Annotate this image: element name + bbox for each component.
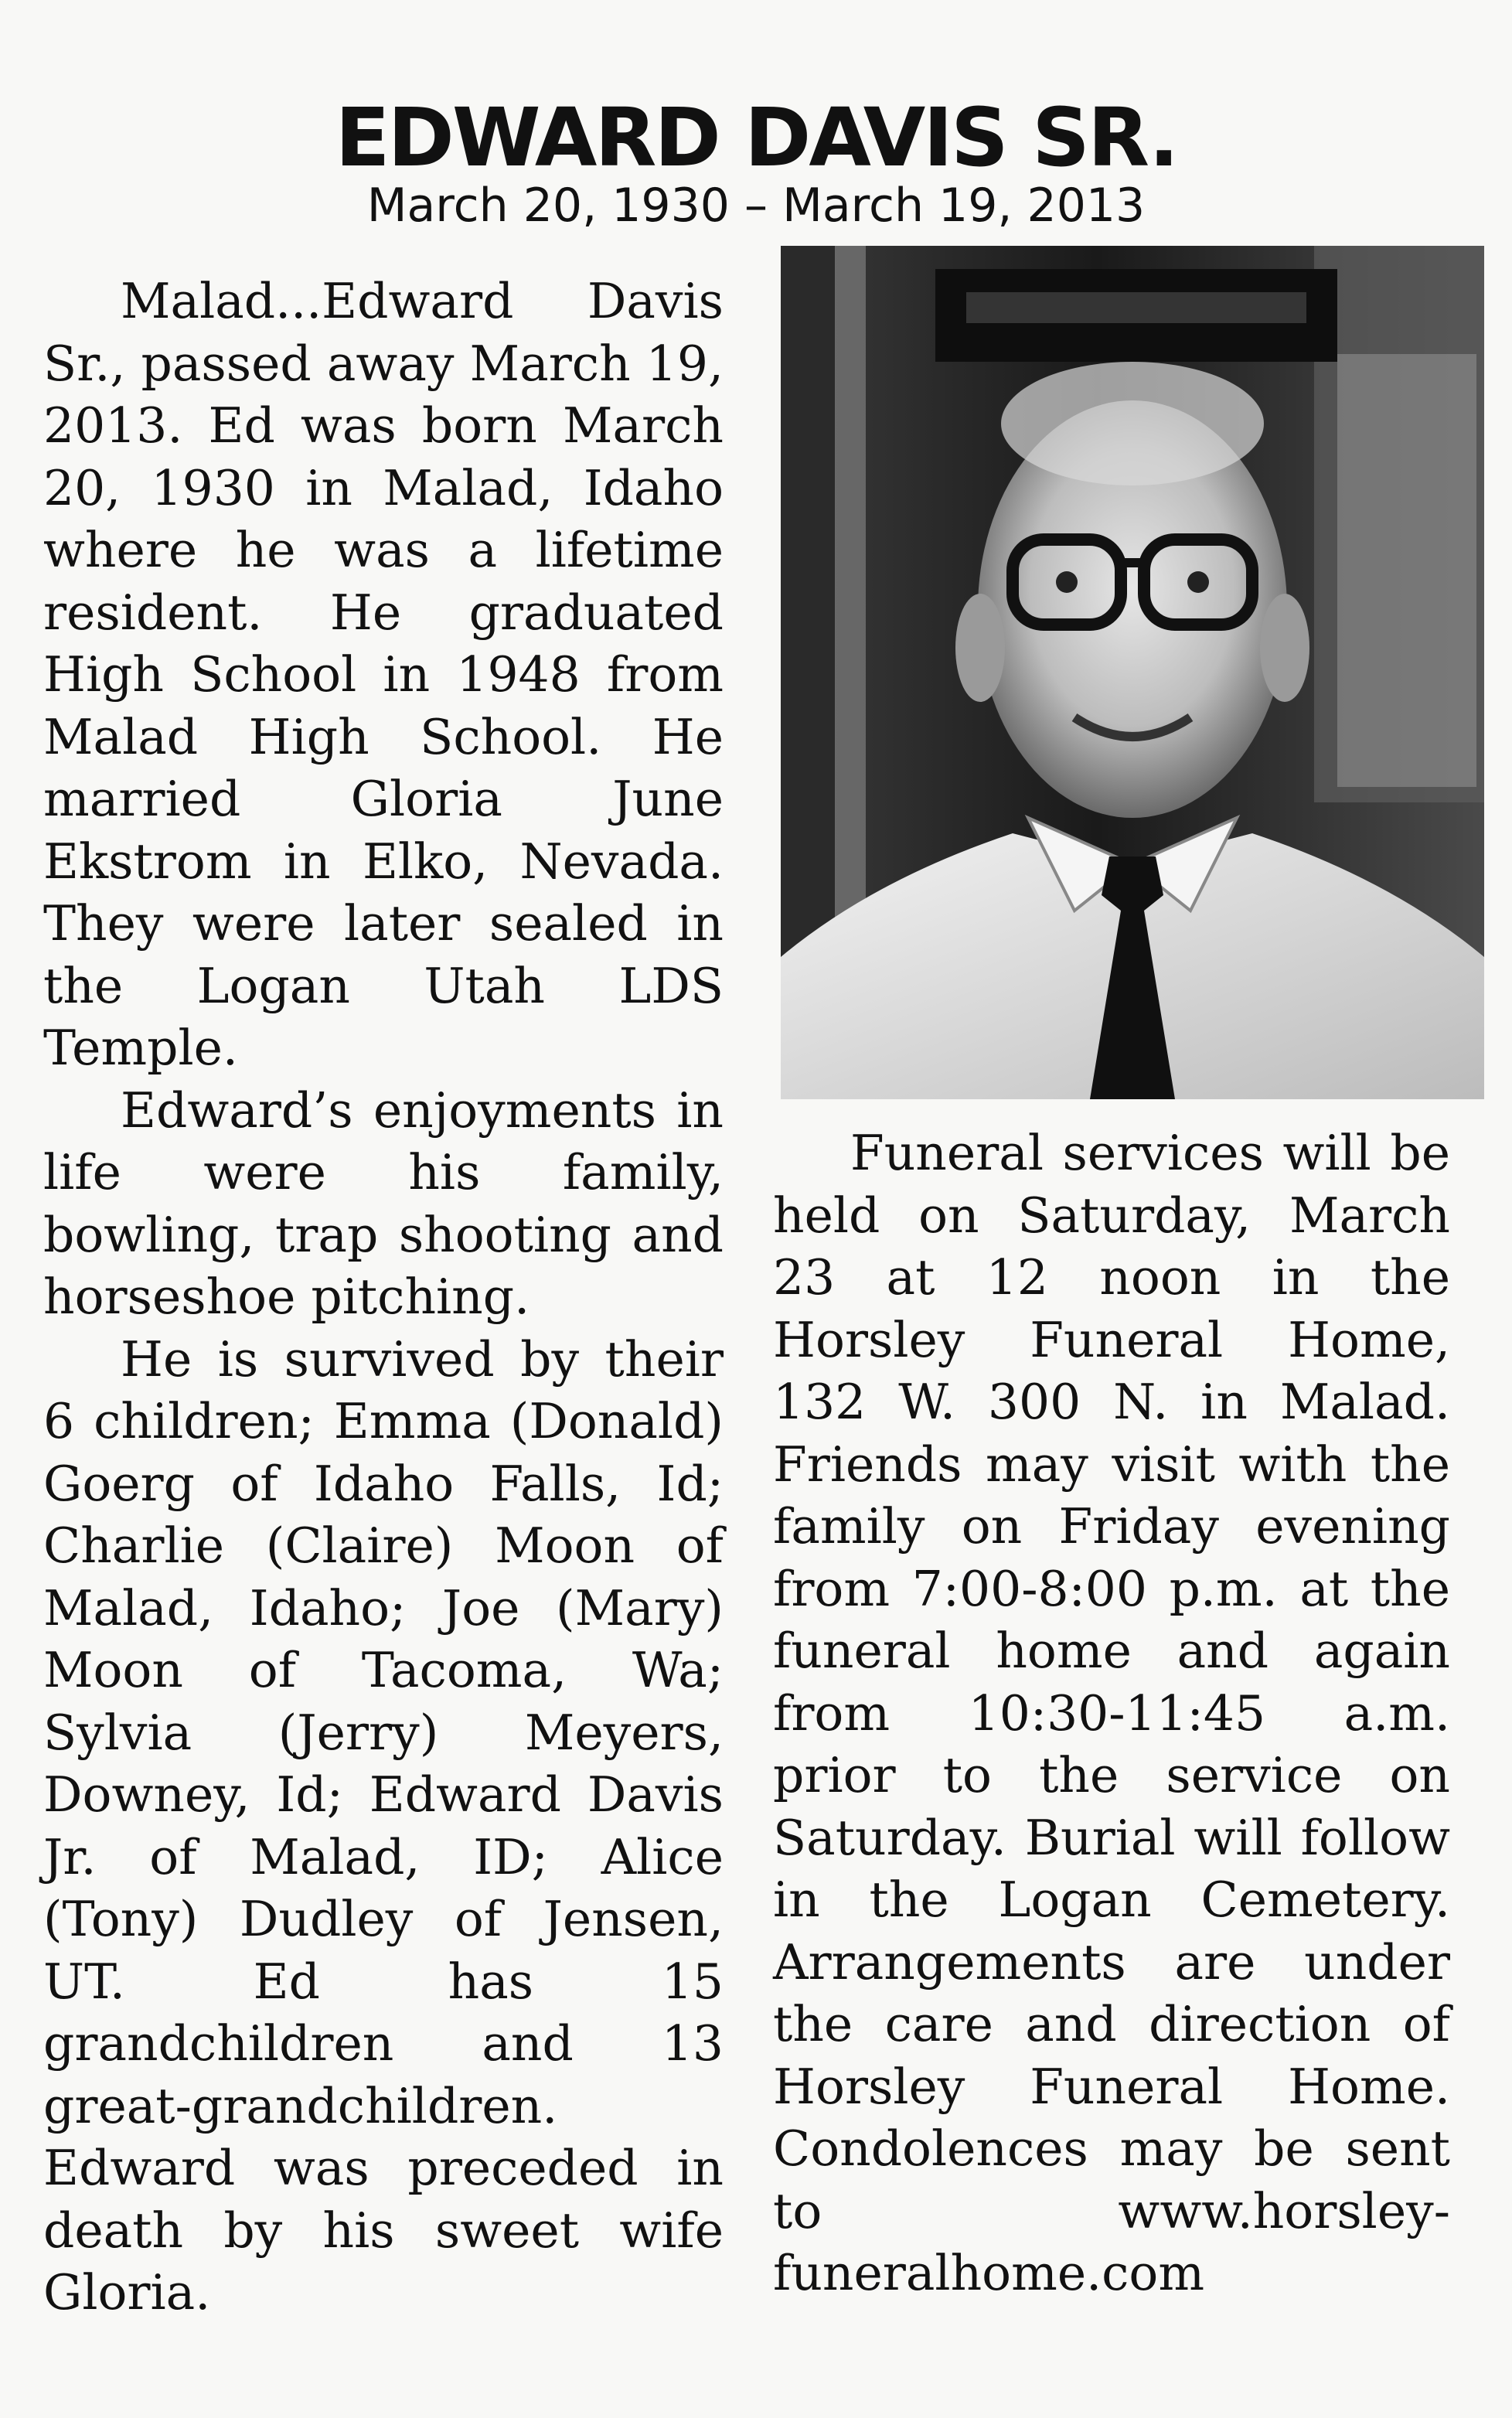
obituary-left-column xyxy=(43,271,724,2324)
paragraph-enjoyments: Edward’s enjoyments in life were his family, bowling, trap shooting and horseshoe pitching. xyxy=(43,1081,724,1325)
paragraph-survivors: He is survived by their 6 children; Emma (Donald) Goerg of Idaho Falls, Id; Charlie (Claire) Moon of Malad, Idaho; Joe (Mary) Moon of Tacoma, Wa; Sylvia (Jerry) Meyers, Downey, Id; Edward Davis Jr. of Malad, ID; Alice (Tony) Dudley of Jensen, UT. Ed has 15 grandchildren and 13 great-grandchildren. Edward was preceded in death by his sweet wife Gloria. xyxy=(43,1330,724,2321)
paragraph-biography: Malad...Edward Davis Sr., passed away March 19, 2013. Ed was born March 20, 1930 in Malad, Idaho where he was a lifetime resident. He graduated High School in 1948 from Malad High School. He married Gloria June Ekstrom in Elko, Nevada. They were later sealed in the Logan Utah LDS Temple. xyxy=(43,273,724,1076)
portrait-photo xyxy=(781,246,1484,1099)
obituary-right-column xyxy=(773,1122,1450,2305)
obituary-name: EDWARD DAVIS SR. xyxy=(335,90,1177,185)
portrait-photo-image xyxy=(781,246,1484,1099)
life-dates: March 20, 1930 – March 19, 2013 xyxy=(366,179,1146,233)
paragraph-funeral-services: Funeral services will be held on Saturday, March 23 at 12 noon in the Horsley Funeral Home, 132 W. 300 N. in Malad. Friends may visit with the family on Friday evening from 7:00-8:00 p.m. at the funeral home and again from 10:30-11:45 a.m. prior to the service on Saturday. Burial will follow in the Logan Cemetery. Arrangements are under the care and direction of Horsley Funeral Home. Condolences may be sent to www.horsleyfuneralhome.com xyxy=(773,1125,1450,2301)
